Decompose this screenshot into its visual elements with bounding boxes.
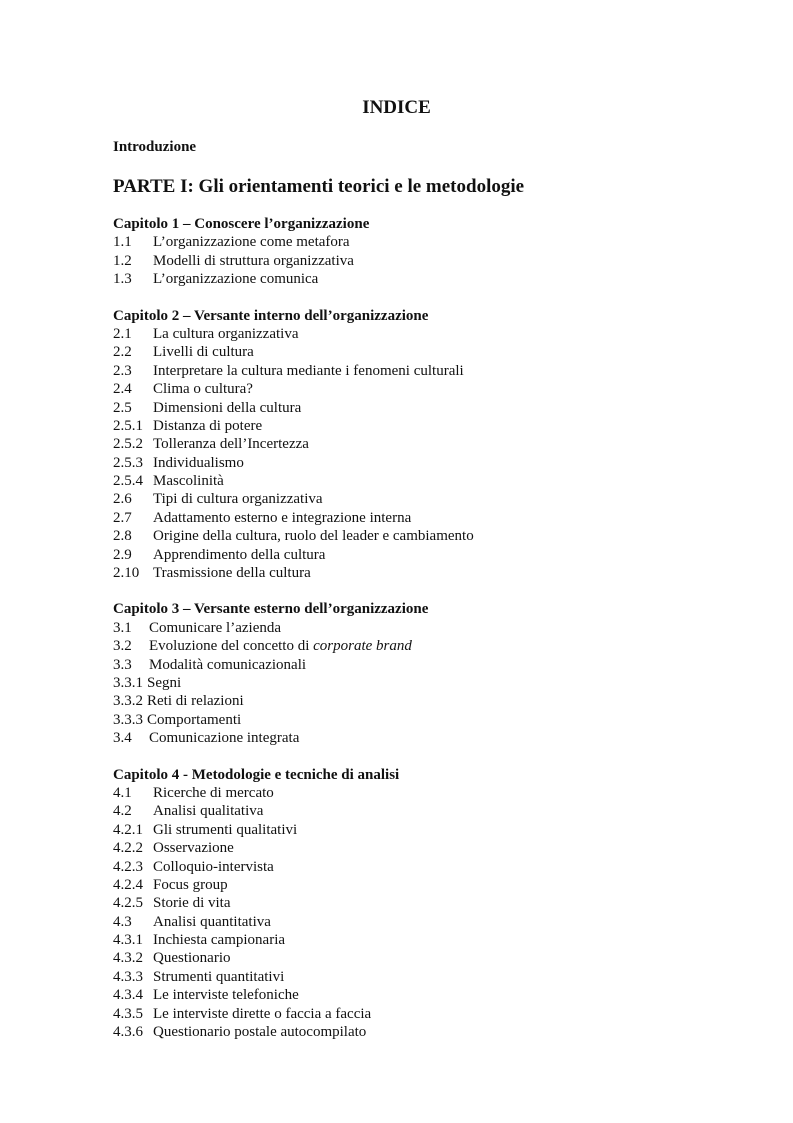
toc-entry <box>113 784 753 802</box>
entry-number: 3.3 <box>113 656 132 673</box>
table-of-contents <box>113 137 753 1041</box>
entry-number: 2.8 <box>113 528 132 545</box>
entry-label: Individualismo <box>153 454 244 471</box>
entry-number: 4.3 <box>113 913 132 930</box>
entry-label: Colloquio-intervista <box>153 858 274 875</box>
entry-number: 4.3.3 <box>113 968 143 985</box>
entry-label: Reti di relazioni <box>147 693 244 710</box>
entry-number: 2.5.4 <box>113 473 143 490</box>
toc-entry <box>113 968 753 986</box>
entry-number: 3.3.2 <box>113 693 143 710</box>
entry-label: Inchiesta campionaria <box>153 932 286 949</box>
toc-entry <box>113 1023 753 1041</box>
toc-entry <box>113 821 753 839</box>
entry-label: Ricerche di mercato <box>153 784 274 801</box>
entry-label: Modelli di struttura organizzativa <box>153 252 354 269</box>
entry-number: 4.3.5 <box>113 1005 143 1022</box>
entry-number: 2.5 <box>113 399 132 416</box>
entry-label: Analisi quantitativa <box>153 913 271 930</box>
toc-entry <box>113 325 753 343</box>
entry-number: 4.2.2 <box>113 840 143 857</box>
entry-label: Questionario <box>153 950 231 967</box>
toc-entry <box>113 894 753 912</box>
entry-number: 4.2.1 <box>113 821 143 838</box>
entry-label: L’organizzazione come metafora <box>153 234 350 251</box>
toc-entry <box>113 711 753 729</box>
toc-entry <box>113 637 753 655</box>
entry-label: Osservazione <box>153 840 234 857</box>
toc-entry <box>113 674 753 692</box>
entry-number: 4.3.2 <box>113 950 143 967</box>
entry-label: Livelli di cultura <box>153 344 254 361</box>
entry-label: L’organizzazione comunica <box>153 271 319 288</box>
entry-number: 4.2.3 <box>113 858 143 875</box>
entry-number: 2.1 <box>113 325 132 342</box>
entry-number: 2.10 <box>113 565 140 582</box>
toc-entry <box>113 399 753 417</box>
toc-entry <box>113 472 753 490</box>
toc-entry <box>113 656 753 674</box>
chapter-title: Capitolo 3 – Versante esterno dell’organizzazione <box>113 601 429 618</box>
toc-entry <box>113 619 753 637</box>
entry-label: Focus group <box>153 876 228 893</box>
entry-number: 2.3 <box>113 362 132 379</box>
entry-label: Modalità comunicazionali <box>149 656 307 673</box>
entry-label: Comportamenti <box>147 711 242 728</box>
chapter-title: Capitolo 2 – Versante interno dell’organizzazione <box>113 307 429 324</box>
toc-entry <box>113 252 753 270</box>
entry-number: 4.2 <box>113 803 132 820</box>
entry-label: Interpretare la cultura mediante i fenomeni culturali <box>153 362 464 379</box>
entry-number: 4.2.5 <box>113 895 143 912</box>
toc-entry <box>113 233 753 251</box>
entry-label: Storie di vita <box>153 895 231 912</box>
entry-label: Analisi qualitativa <box>153 803 264 820</box>
entry-number: 2.5.2 <box>113 436 143 453</box>
toc-entry <box>113 490 753 508</box>
entry-number: 3.2 <box>113 638 132 655</box>
entry-label: Comunicazione integrata <box>149 730 300 747</box>
toc-entry <box>113 931 753 949</box>
toc-entry <box>113 858 753 876</box>
entry-number: 4.3.1 <box>113 932 143 949</box>
entry-label: Le interviste telefoniche <box>153 987 299 1004</box>
entry-label: Trasmissione della cultura <box>153 565 311 582</box>
entry-label: Origine della cultura, ruolo del leader e cambiamento <box>153 528 474 545</box>
entry-number: 2.2 <box>113 344 132 361</box>
entry-number: 2.5.3 <box>113 454 143 471</box>
entry-label: Apprendimento della cultura <box>153 546 326 563</box>
toc-entry <box>113 839 753 857</box>
chapter-title: Capitolo 1 – Conoscere l’organizzazione <box>113 216 370 232</box>
entry-number: 3.3.1 <box>113 674 143 691</box>
entry-label-italic: corporate brand <box>313 638 412 655</box>
entry-number: 2.6 <box>113 491 132 508</box>
entry-number: 2.9 <box>113 546 132 563</box>
entry-number: 3.3.3 <box>113 711 143 728</box>
entry-number: 2.4 <box>113 381 132 398</box>
entry-number: 1.2 <box>113 252 132 269</box>
chapter-title: Capitolo 4 - Metodologie e tecniche di analisi <box>113 766 400 783</box>
part-heading: PARTE I: Gli orientamenti teorici e le metodologie <box>113 176 525 197</box>
intro-entry: Introduzione <box>113 139 197 155</box>
toc-entry <box>113 802 753 820</box>
entry-number: 1.3 <box>113 271 132 288</box>
entry-label: Segni <box>147 674 182 691</box>
toc-entry <box>113 949 753 967</box>
entry-number: 4.3.4 <box>113 987 143 1004</box>
entry-label: Tolleranza dell’Incertezza <box>153 436 309 453</box>
toc-entry <box>113 435 753 453</box>
toc-entry <box>113 564 753 582</box>
chapter-2 <box>113 307 753 583</box>
entry-label: Questionario postale autocompilato <box>153 1024 367 1041</box>
page-title: INDICE <box>362 97 431 118</box>
entry-number: 4.3.6 <box>113 1024 143 1041</box>
toc-entry <box>113 527 753 545</box>
entry-label: Strumenti quantitativi <box>153 968 285 985</box>
entry-label: Distanza di potere <box>153 417 263 434</box>
entry-number: 1.1 <box>113 234 132 251</box>
toc-entry <box>113 1005 753 1023</box>
toc-entry <box>113 986 753 1004</box>
toc-entry <box>113 546 753 564</box>
toc-entry <box>113 729 753 747</box>
entry-label: Adattamento esterno e integrazione interna <box>153 509 412 526</box>
chapter-1 <box>113 215 753 289</box>
entry-label: Comunicare l’azienda <box>149 619 282 636</box>
entry-label-text: Evoluzione del concetto di <box>149 638 310 655</box>
toc-entry <box>113 343 753 361</box>
entry-label: Mascolinità <box>153 473 224 490</box>
toc-entry <box>113 454 753 472</box>
entry-number: 3.4 <box>113 730 132 747</box>
entry-label: Le interviste dirette o faccia a faccia <box>153 1005 372 1022</box>
chapter-4 <box>113 766 753 1042</box>
entry-label: La cultura organizzativa <box>153 325 299 342</box>
chapter-3 <box>113 600 753 747</box>
toc-entry <box>113 876 753 894</box>
entry-number: 3.1 <box>113 619 132 636</box>
toc-entry <box>113 913 753 931</box>
entry-number: 4.2.4 <box>113 876 143 893</box>
entry-label: Dimensioni della cultura <box>153 399 302 416</box>
entry-number: 4.1 <box>113 784 132 801</box>
entry-label <box>149 637 412 655</box>
entry-number: 2.7 <box>113 509 132 526</box>
entry-label: Gli strumenti qualitativi <box>153 821 298 838</box>
entry-number: 2.5.1 <box>113 417 143 434</box>
toc-entry <box>113 692 753 710</box>
toc-entry <box>113 362 753 380</box>
toc-entry <box>113 270 753 288</box>
toc-entry <box>113 380 753 398</box>
entry-label: Clima o cultura? <box>153 381 253 398</box>
toc-entry <box>113 509 753 527</box>
entry-label: Tipi di cultura organizzativa <box>153 491 323 508</box>
toc-entry <box>113 417 753 435</box>
